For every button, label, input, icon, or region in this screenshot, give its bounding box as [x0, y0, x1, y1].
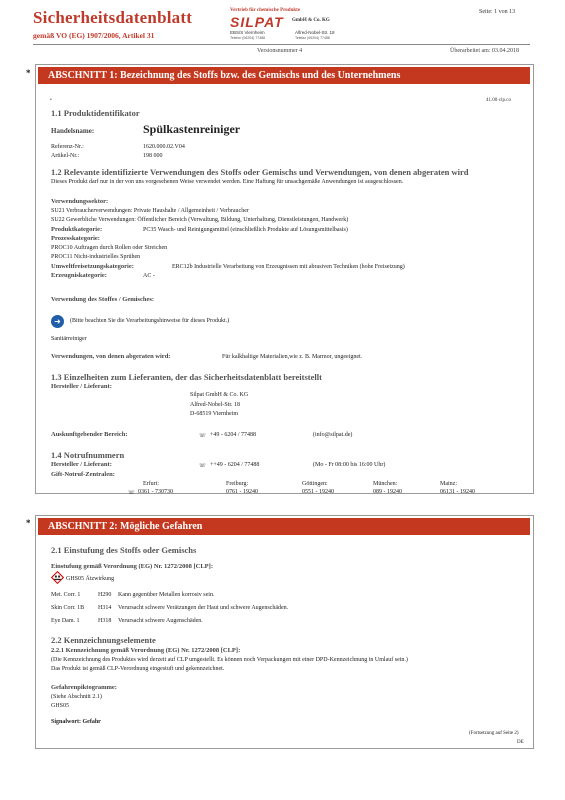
- reference-value: 1620.000.02.V04: [143, 144, 185, 150]
- sector-label: Verwendungssektor:: [51, 198, 109, 205]
- hazard-code: H290: [98, 592, 112, 598]
- section1-frame: [35, 64, 534, 494]
- poison-center-city: Mainz:: [440, 481, 457, 487]
- pictogram-label: Gefahrenpiktogramme:: [51, 684, 117, 691]
- supplier-line-3: D-68519 Viernheim: [190, 411, 239, 417]
- heading-2-2: 2.2 Kennzeichnungselemente: [51, 635, 156, 645]
- product-category-label: Produktkategorie:: [51, 226, 103, 233]
- emergency-hours: (Mo - Fr 08:00 bis 16:00 Uhr): [313, 462, 386, 468]
- supplier-label: Hersteller / Lieferant:: [51, 383, 112, 390]
- info-area-label: Auskunftgebender Bereich:: [51, 431, 128, 438]
- hazard-text: Verursacht schwere Augenschäden.: [118, 618, 203, 624]
- label-note-2: Das Produkt ist gemäß CLP-Verordnung eingestuft und gekennzeichnet.: [51, 666, 225, 672]
- advised-against-value: Für kalkhaltige Materialien,wie z. B. Marmor, ungeeignet.: [222, 354, 363, 360]
- advised-against-label: Verwendungen, von denen abgeraten wird:: [51, 353, 171, 360]
- hazard-code: H318: [98, 618, 112, 624]
- supplier-line-1: Silpat GmbH & Co. KG: [190, 392, 249, 398]
- phone-icon: ☏: [128, 490, 135, 496]
- pictogram-reference: (Siehe Abschnitt 2.1): [51, 694, 102, 700]
- sector-su22: SU22 Gewerbliche Verwendungen: Öffentlicher Bereich (Verwaltung, Bildung, Unterhaltung, Dienstleistungen, Handwerk): [51, 217, 349, 223]
- change-marker: *: [26, 68, 31, 78]
- phone-icon: ☏: [199, 433, 206, 439]
- article-label: Artikel-Nr.:: [51, 153, 80, 159]
- emergency-phone: ++49 - 6204 / 77488: [210, 462, 260, 468]
- bullet-mark: •: [50, 98, 52, 103]
- sector-su21: SU21 Verbraucherverwendungen: Private Haushalte / Allgemeinheit / Verbraucher: [51, 208, 249, 214]
- information-icon: ➜: [51, 315, 64, 328]
- poison-centers-label: Gift-Notruf-Zentralen:: [51, 471, 115, 478]
- hazard-code: H314: [98, 605, 112, 611]
- usage-note: (Bitte beachten Sie die Verarbeitungshinweise für dieses Produkt.): [70, 318, 230, 324]
- poison-center-phone: 0761 - 19240: [226, 489, 258, 495]
- hazard-class: Met. Corr. 1: [51, 592, 81, 598]
- usage-label: Verwendung des Stoffes / Gemisches:: [51, 296, 155, 303]
- info-email: (info@silpat.de): [313, 432, 353, 438]
- heading-1-3: 1.3 Einzelheiten zum Lieferanten, der das Sicherheitsdatenblatt bereitstellt: [51, 372, 322, 382]
- pictogram-code: GHS05: [51, 703, 70, 709]
- brand-logo: SILPAT: [230, 14, 284, 30]
- trade-name-value: Spülkastenreiniger: [143, 122, 241, 136]
- emergency-supplier-label: Hersteller / Lieferant:: [51, 461, 112, 468]
- brand-address-right: Alfred-Nobel-Str. 18: [295, 30, 335, 35]
- ghs05-corrosion-icon: [51, 571, 64, 584]
- section2-heading: ABSCHNITT 2: Mögliche Gefahren: [38, 518, 530, 535]
- document-subtitle: gemäß VO (EG) 1907/2006, Artikel 31: [33, 31, 155, 40]
- reference-label: Referenz-Nr.:: [51, 144, 84, 150]
- trade-name-label: Handelsname:: [51, 127, 95, 135]
- brand-tagline: Vertrieb für chemische Produkte: [230, 8, 301, 13]
- revision-date: Überarbeitet am: 03.04.2018: [450, 48, 519, 54]
- environment-category-value: ERC12b Industrielle Verarbeitung von Erzeugnissen mit abrasiven Techniken (hohe Freisetzung): [172, 264, 405, 270]
- poison-center-city: Freiburg:: [226, 481, 249, 487]
- hazard-class: Eye Dam. 1: [51, 618, 80, 624]
- page-number: Seite: 1 von 13: [479, 9, 516, 15]
- poison-center-phone: 06131 - 19240: [440, 489, 475, 495]
- product-category-value: PC35 Wasch- und Reinigungsmittel (einschließlich Produkte auf Lösungsmittelbasis): [143, 227, 348, 233]
- clp-classification-label: Einstufung gemäß Verordnung (EG) Nr. 1272/2008 [CLP]:: [51, 563, 213, 570]
- label-note-1: (Die Kennzeichnung des Produktes wird derzeit auf CLP umgestellt. Es können noch Verpackungen mit einer DPD-Kennzeichnung in Umlauf sein.): [51, 657, 408, 663]
- heading-1-2: 1.2 Relevante identifizierte Verwendungen des Stoffs oder Gemischs und Verwendungen, von denen abgeraten wird: [51, 167, 469, 177]
- section1-heading: ABSCHNITT 1: Bezeichnung des Stoffs bzw. des Gemischs und des Unternehmens: [38, 67, 530, 84]
- poison-center-phone: 0551 - 19240: [302, 489, 334, 495]
- use-note: Dieses Produkt darf nur in der von uns vorgesehenen Weise verwendet werden. Eine Haftung für unsachgemäße Anwendungen ist ausgeschlossen.: [51, 179, 404, 185]
- environment-category-label: Umweltfreisetzungskategorie:: [51, 263, 134, 270]
- continued-note: (Fortsetzung auf Seite 2): [469, 731, 519, 736]
- article-category-value: AC -: [143, 273, 155, 279]
- poison-center-city: Erfurt:: [143, 481, 159, 487]
- brand-address-left: EBS/S Viernheim: [230, 30, 265, 35]
- header-divider: [33, 44, 530, 45]
- heading-2-2-1: 2.2.1 Kennzeichnung gemäß Verordnung (EG) Nr. 1272/2008 [CLP]:: [51, 647, 241, 654]
- poison-center-phone: 089 - 19240: [373, 489, 402, 495]
- article-category-label: Erzeugniskategorie:: [51, 272, 107, 279]
- change-marker: *: [26, 518, 31, 528]
- heading-2-1: 2.1 Einstufung des Stoffs oder Gemischs: [51, 545, 197, 555]
- clp-code: 41.00·clp.co: [486, 98, 511, 103]
- article-value: 198 000: [143, 153, 163, 159]
- version-number: Versionsnummer 4: [257, 48, 303, 54]
- language-code: DE: [517, 740, 524, 745]
- brand-fax: Telefax (06204) 77488: [295, 36, 330, 40]
- document-title: Sicherheitsdatenblatt: [33, 8, 193, 27]
- brand-phone: Telefon (06204) 77488: [230, 36, 266, 40]
- usage-value: Sanitärreiniger: [51, 336, 87, 342]
- poison-center-city: Göttingen:: [302, 481, 328, 487]
- phone-icon: ☏: [199, 463, 206, 469]
- poison-center-phone: 0361 - 730730: [138, 489, 173, 495]
- process-proc11: PROC11 Nicht-industrielles Sprühen: [51, 254, 141, 260]
- info-phone: +49 - 6204 / 77488: [210, 432, 257, 438]
- ghs-label: GHS05 Ätzwirkung: [66, 576, 115, 582]
- heading-1-1: 1.1 Produktidentifikator: [51, 108, 140, 118]
- hazard-text: Verursacht schwere Verätzungen der Haut und schwere Augenschäden.: [118, 605, 289, 611]
- signal-word: Signalwort: Gefahr: [51, 719, 101, 725]
- brand-name: GmbH & Co. KG: [292, 18, 330, 23]
- hazard-class: Skin Corr. 1B: [51, 605, 85, 611]
- process-category-label: Prozesskategorie:: [51, 235, 100, 242]
- heading-1-4: 1.4 Notrufnummern: [51, 450, 125, 460]
- supplier-line-2: Alfred-Nobel-Str. 18: [190, 402, 240, 408]
- process-proc10: PROC10 Auftragen durch Rollen oder Streichen: [51, 245, 168, 251]
- poison-center-city: München:: [373, 481, 398, 487]
- hazard-text: Kann gegenüber Metallen korrosiv sein.: [118, 592, 215, 598]
